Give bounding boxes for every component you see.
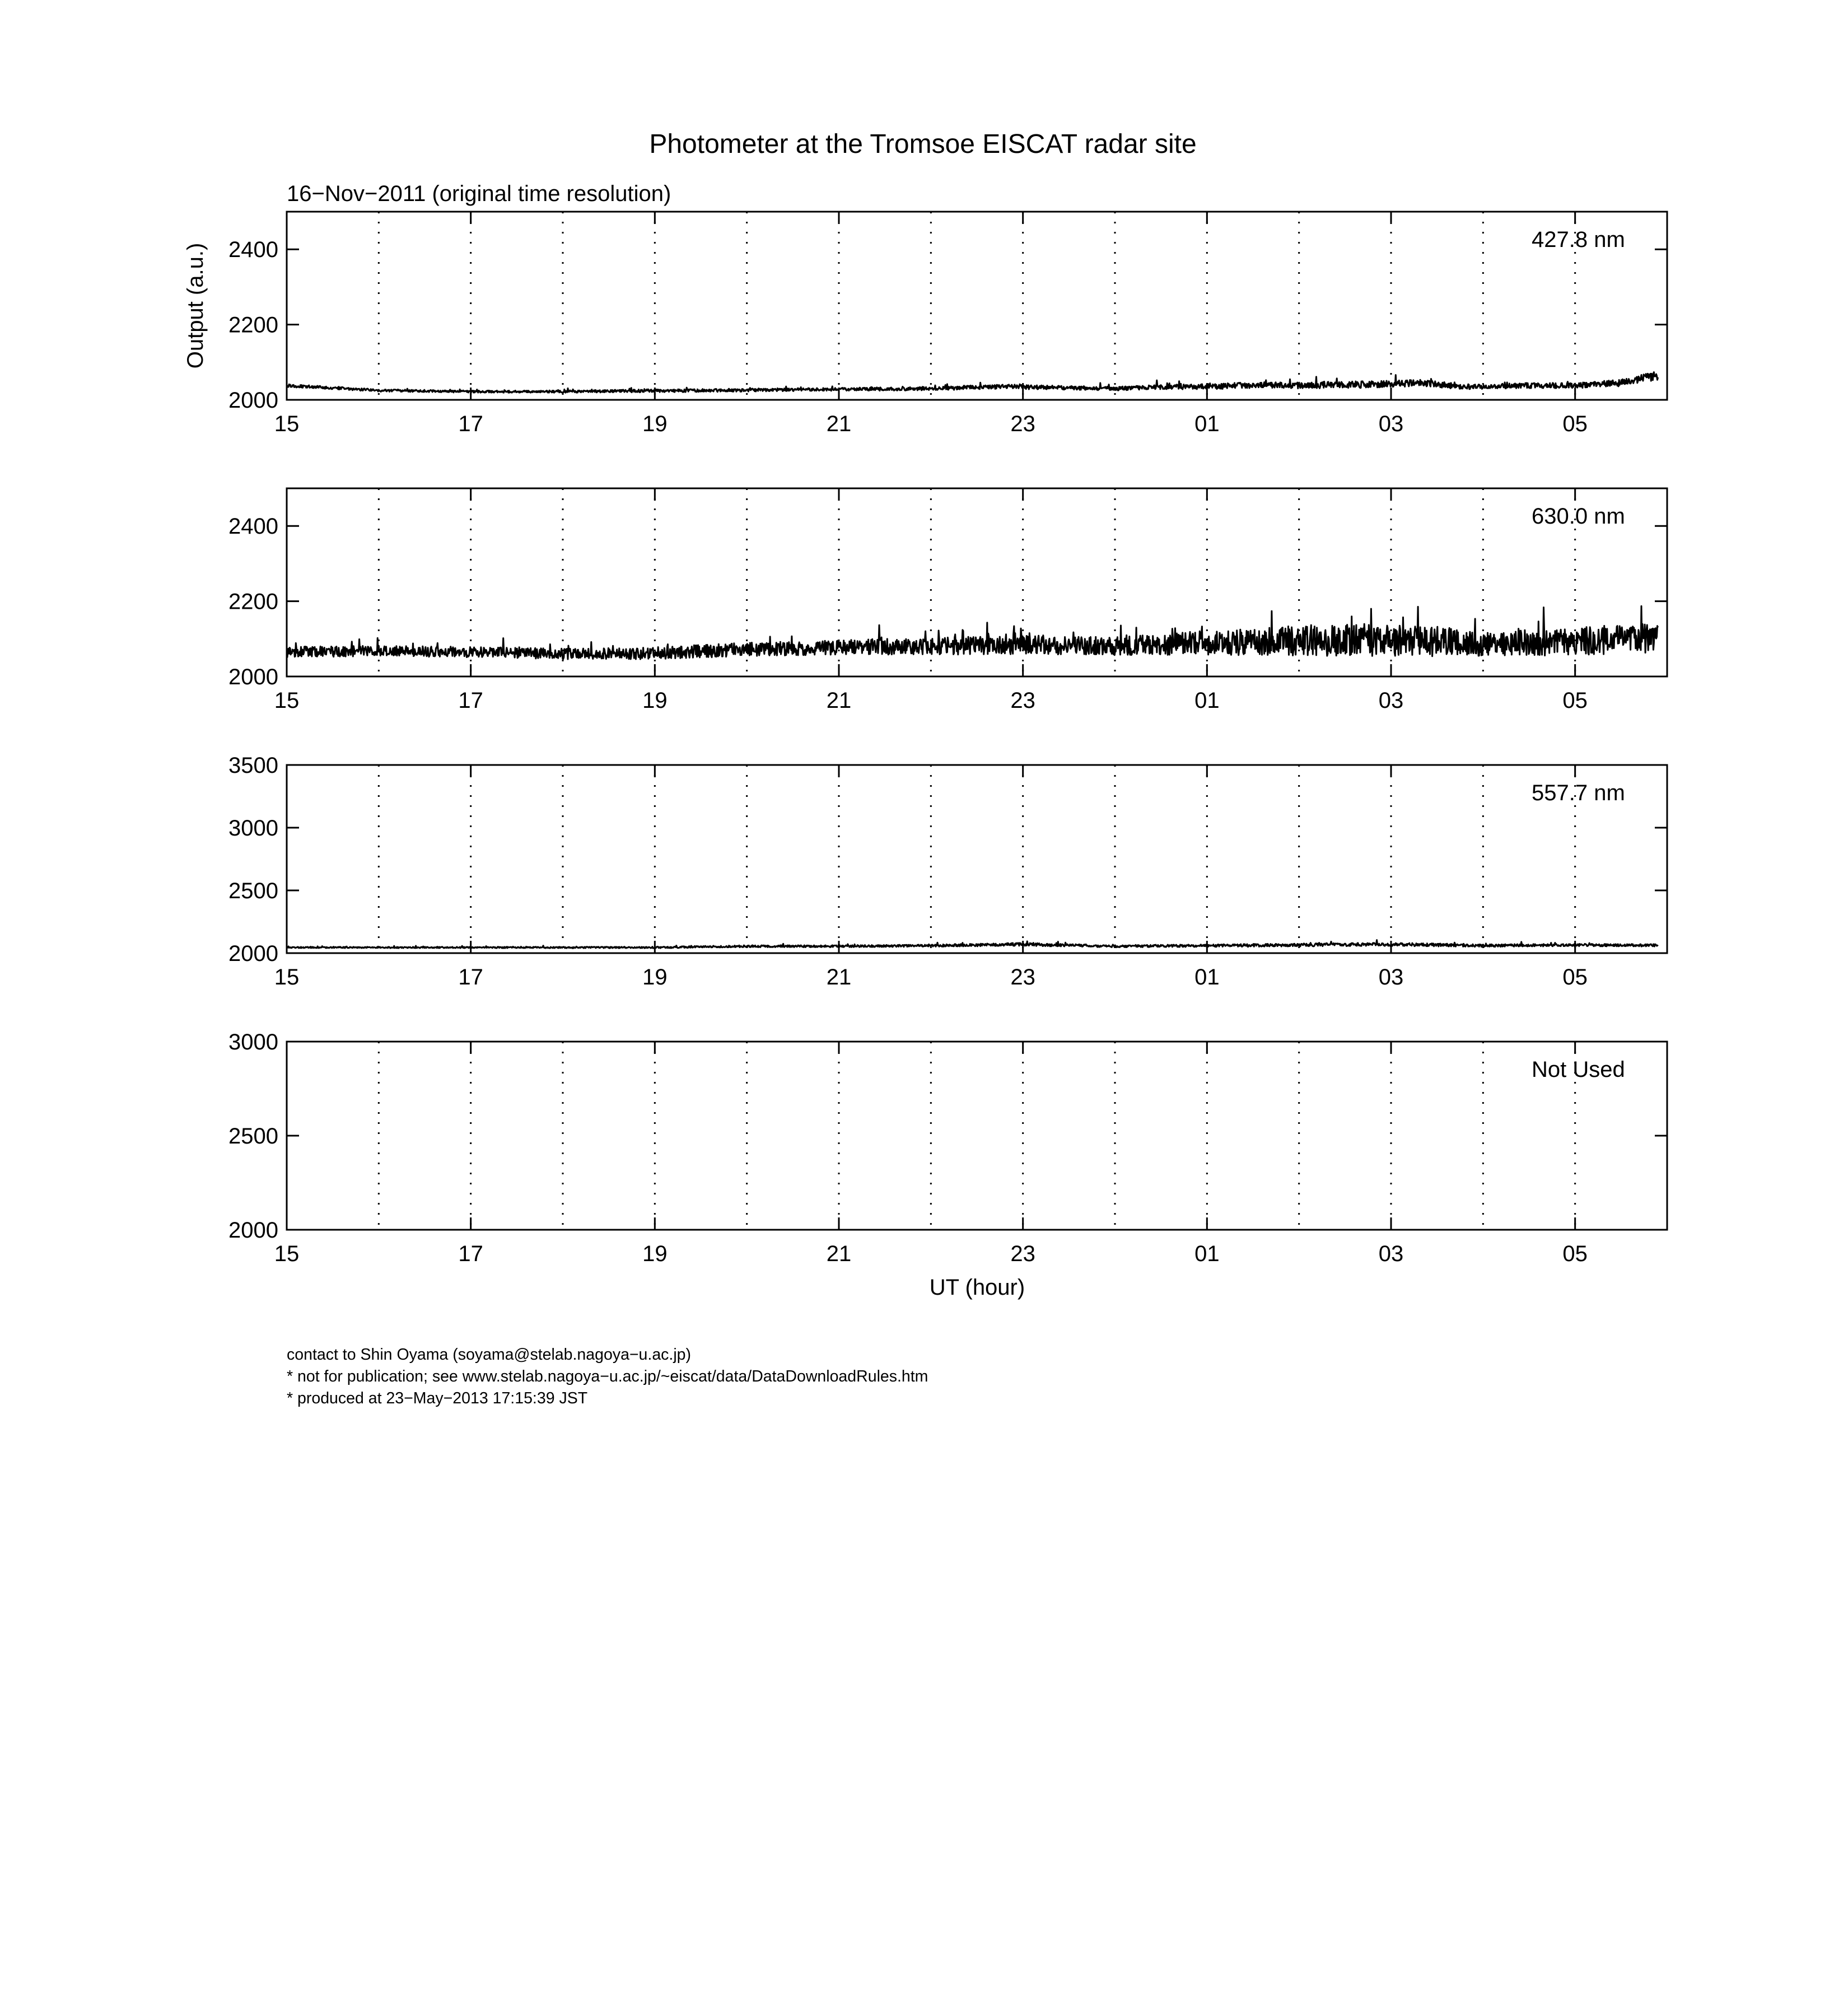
y-tick-label: 3500 (228, 753, 278, 778)
x-axis-label: UT (hour) (929, 1275, 1025, 1300)
y-axis-label: Output (a.u.) (183, 242, 208, 369)
x-tick-label: 23 (1010, 965, 1035, 990)
y-tick-label: 2500 (228, 879, 278, 903)
x-tick-label: 23 (1010, 688, 1035, 713)
series-line (287, 940, 1658, 949)
panels (183, 212, 1667, 1300)
x-tick-label: 21 (826, 412, 852, 436)
x-tick-label: 23 (1010, 412, 1035, 436)
panel-2 (228, 488, 1667, 713)
figure-title: Photometer at the Tromsoe EISCAT radar site (649, 129, 1197, 159)
axes-box (287, 212, 1667, 400)
footer-line-1: contact to Shin Oyama (soyama@stelab.nagoya−u.ac.jp) (287, 1346, 692, 1364)
footer-line-3: * produced at 23−May−2013 17:15:39 JST (287, 1389, 588, 1407)
x-tick-label: 23 (1010, 1242, 1035, 1266)
x-tick-label: 15 (274, 412, 300, 436)
panel-3 (228, 753, 1667, 990)
x-tick-label: 03 (1378, 688, 1404, 713)
panel-1 (183, 212, 1667, 436)
y-tick-label: 2400 (228, 514, 278, 539)
channel-label: 630.0 nm (1532, 504, 1625, 529)
x-tick-label: 05 (1562, 965, 1588, 990)
x-tick-label: 05 (1562, 1242, 1588, 1266)
x-tick-label: 21 (826, 688, 852, 713)
y-tick-label: 2000 (228, 1218, 278, 1243)
x-tick-label: 05 (1562, 412, 1588, 436)
x-tick-label: 21 (826, 1242, 852, 1266)
x-tick-label: 05 (1562, 688, 1588, 713)
x-tick-label: 01 (1194, 688, 1220, 713)
channel-label: Not Used (1532, 1057, 1625, 1082)
x-tick-label: 17 (458, 412, 483, 436)
y-tick-label: 2200 (228, 589, 278, 614)
axes-box (287, 765, 1667, 953)
figure-subtitle: 16−Nov−2011 (original time resolution) (287, 181, 671, 206)
panel-4 (228, 1030, 1667, 1300)
x-tick-label: 17 (458, 1242, 483, 1266)
axes-box (287, 1042, 1667, 1230)
x-tick-label: 19 (642, 688, 668, 713)
x-tick-label: 21 (826, 965, 852, 990)
y-tick-label: 2000 (228, 941, 278, 966)
y-tick-label: 2000 (228, 665, 278, 689)
x-tick-label: 03 (1378, 412, 1404, 436)
y-tick-label: 3000 (228, 816, 278, 841)
x-tick-label: 17 (458, 688, 483, 713)
x-tick-label: 01 (1194, 965, 1220, 990)
channel-label: 427.8 nm (1532, 227, 1625, 252)
x-tick-label: 03 (1378, 965, 1404, 990)
series-line (287, 372, 1658, 393)
y-tick-label: 3000 (228, 1030, 278, 1054)
footer-line-2: * not for publication; see www.stelab.nagoya−u.ac.jp/~eiscat/data/DataDownloadRules.htm (287, 1368, 928, 1385)
y-tick-label: 2400 (228, 237, 278, 263)
x-tick-label: 01 (1194, 1242, 1220, 1266)
series-line (287, 606, 1658, 659)
y-tick-label: 2200 (228, 312, 278, 338)
x-tick-label: 15 (274, 688, 300, 713)
x-tick-label: 15 (274, 965, 300, 990)
y-tick-label: 2000 (228, 388, 278, 413)
x-tick-label: 15 (274, 1242, 300, 1266)
x-tick-label: 17 (458, 965, 483, 990)
x-tick-label: 19 (642, 965, 668, 990)
x-tick-label: 19 (642, 412, 668, 436)
y-tick-label: 2500 (228, 1124, 278, 1149)
x-tick-label: 03 (1378, 1242, 1404, 1266)
x-tick-label: 01 (1194, 412, 1220, 436)
x-tick-label: 19 (642, 1242, 668, 1266)
channel-label: 557.7 nm (1532, 781, 1625, 805)
